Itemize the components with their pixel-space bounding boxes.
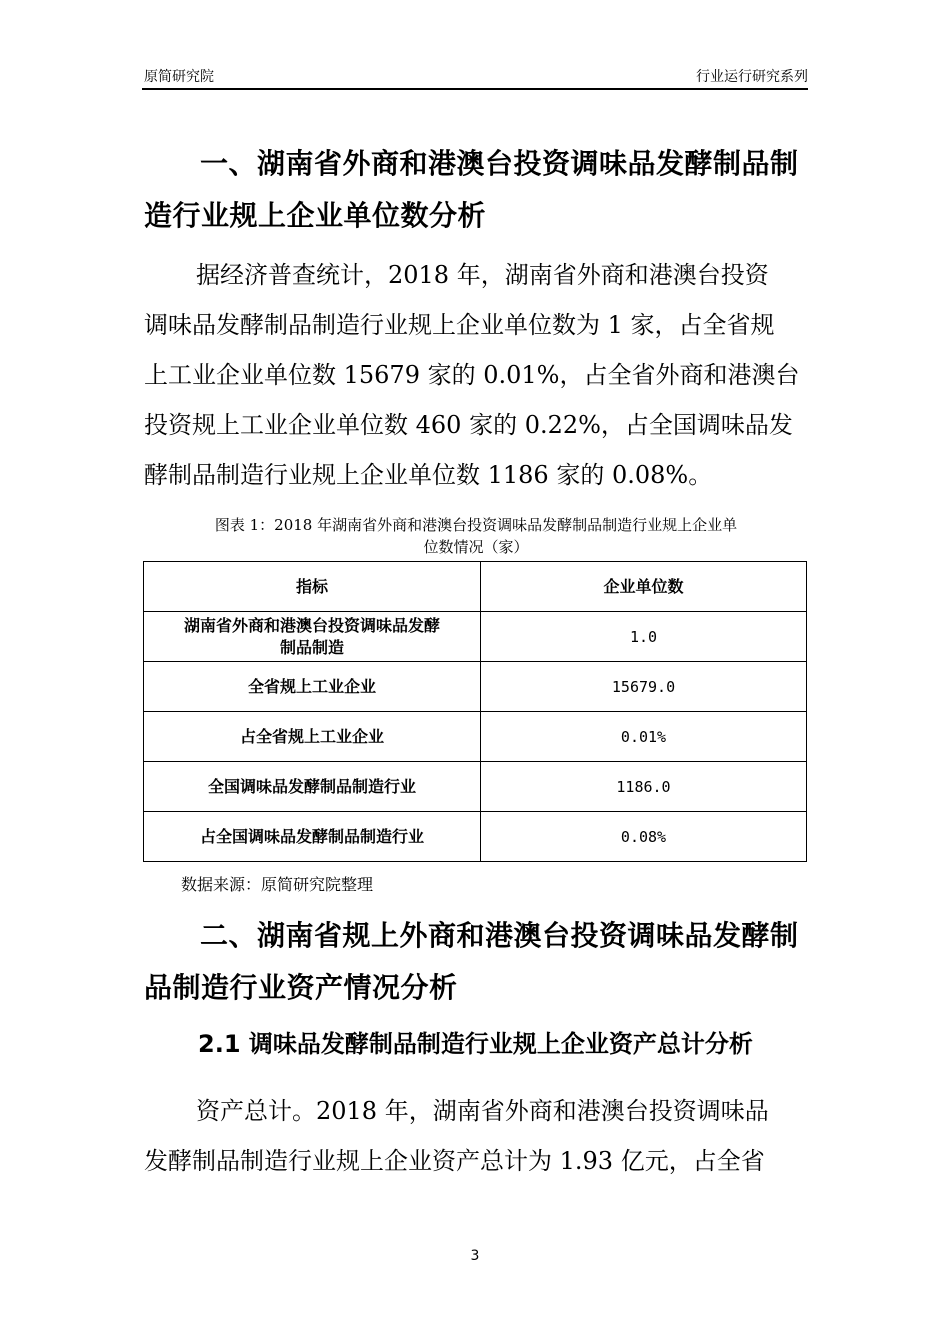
section1-paragraph xyxy=(144,250,808,500)
section1-title-line2: 造行业规上企业单位数分析 xyxy=(144,199,487,232)
table-row-label: 占全国调味品发酵制品制造行业 xyxy=(144,812,481,862)
table-row-label: 占全省规上工业企业 xyxy=(144,712,481,762)
paragraph-line: 发酵制品制造行业规上企业资产总计为 1.93 亿元，占全省 xyxy=(144,1147,765,1175)
section2-title xyxy=(144,910,808,1014)
paragraph-line: 酵制品制造行业规上企业单位数 1186 家的 0.08%。 xyxy=(144,461,713,489)
data-table xyxy=(143,561,807,862)
section2-title-line2: 品制造行业资产情况分析 xyxy=(144,971,458,1004)
paragraph-line: 资产总计。2018 年，湖南省外商和港澳台投资调味品 xyxy=(196,1097,769,1125)
table-row-value: 1186.0 xyxy=(481,762,807,812)
table-row xyxy=(144,812,807,862)
page-number: 3 xyxy=(470,1248,480,1264)
table-source-note: 数据来源：原简研究院整理 xyxy=(181,875,374,894)
table-row-label: 全国调味品发酵制品制造行业 xyxy=(144,762,481,812)
table-row xyxy=(144,612,807,662)
section1-title xyxy=(144,138,808,242)
subsection-title: 2.1 调味品发酵制品制造行业规上企业资产总计分析 xyxy=(198,1030,753,1058)
header-divider xyxy=(142,88,808,90)
paragraph-line: 据经济普查统计，2018 年，湖南省外商和港澳台投资 xyxy=(196,261,769,289)
table-row-label: 湖南省外商和港澳台投资调味品发酵 制品制造 xyxy=(144,612,481,662)
table-row-value: 0.08% xyxy=(481,812,807,862)
header-org-name: 原简研究院 xyxy=(144,69,214,85)
header-series-name: 行业运行研究系列 xyxy=(696,69,808,85)
table-row-value: 0.01% xyxy=(481,712,807,762)
table-row-label: 全省规上工业企业 xyxy=(144,662,481,712)
table-row xyxy=(144,662,807,712)
table-caption: 图表 1：2018 年湖南省外商和港澳台投资调味品发酵制品制造行业规上企业单 位数情况（家） xyxy=(214,516,738,556)
paragraph-line: 上工业企业单位数 15679 家的 0.01%，占全省外商和港澳台 xyxy=(144,361,800,389)
table-row-value: 1.0 xyxy=(481,612,807,662)
table-row xyxy=(144,712,807,762)
section1-title-line1: 一、湖南省外商和港澳台投资调味品发酵制品制 xyxy=(200,147,799,180)
table-header-cell: 企业单位数 xyxy=(481,562,807,612)
section2-title-line1: 二、湖南省规上外商和港澳台投资调味品发酵制 xyxy=(200,919,799,952)
paragraph-line: 投资规上工业企业单位数 460 家的 0.22%，占全国调味品发 xyxy=(144,411,793,439)
table-row-value: 15679.0 xyxy=(481,662,807,712)
table-row xyxy=(144,762,807,812)
paragraph-line: 调味品发酵制品制造行业规上企业单位数为 1 家，占全省规 xyxy=(144,311,775,339)
table-header-cell: 指标 xyxy=(144,562,481,612)
table-header-row xyxy=(144,562,807,612)
section2-paragraph xyxy=(144,1086,808,1186)
